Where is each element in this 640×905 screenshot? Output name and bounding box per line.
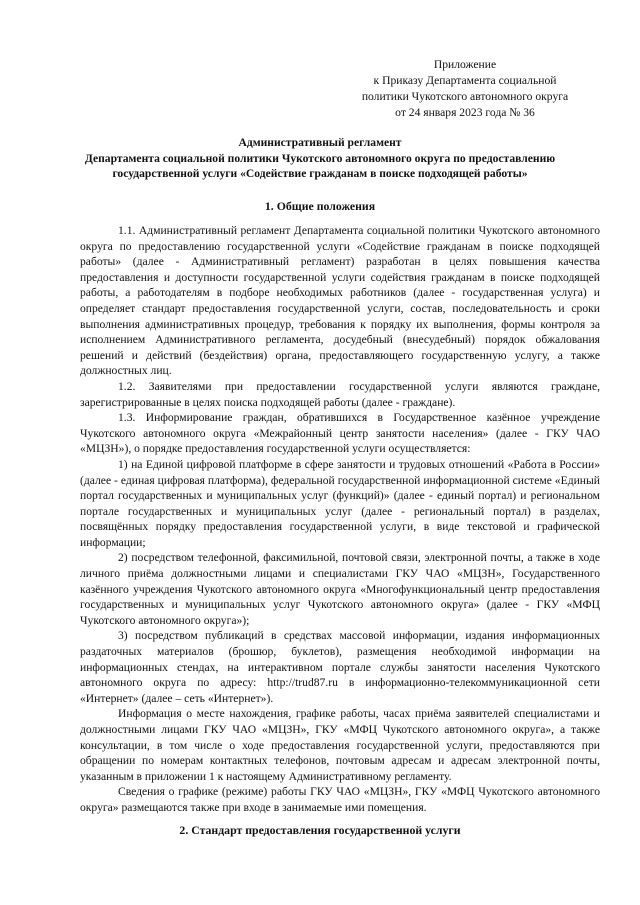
- paragraph: 3) посредством публикаций в средствах массовой информации, издания информационных раздаточных материалов (брошюр, буклетов), размещения необходимой информации на информационных стендах, на интерактивном портале службы занятости населения Чукотского автономного округа по адресу: http://trud87.ru в информационно-телекоммуникационной сети «Интернет» (далее – сеть «Интернет»).: [80, 629, 600, 705]
- appendix-line: политики Чукотского автономного округа: [361, 90, 569, 103]
- title-line: государственной услуги «Содействие гражданам в поиске подходящей работы»: [112, 167, 528, 181]
- section-heading: 2. Стандарт предоставления государственной услуги: [179, 823, 461, 837]
- appendix-line: от 24 января 2023 года № 36: [395, 106, 535, 119]
- appendix-line: к Приказу Департамента социальной: [373, 74, 557, 87]
- paragraph: 1.1. Административный регламент Департамента социальной политики Чукотского автономного округа по предоставлению государственной услуги «Содействие гражданам в поиске подходящей работы» (далее - Административный регламент) разработан в целях повышения качества предоставления и доступности государственной услуги содействия гражданам в поиске подходящей работы, а работодателям в подборе необходимых работников (далее - государственная услуга) и определяет стандарт предоставления государственной услуги, состав, последовательность и сроки выполнения административных процедур, требования к порядку их выполнения, формы контроля за исполнением Административного регламента, досудебный (внесудебный) порядок обжалования решений и действий (бездействия) органа, предоставляющего государственную услугу, а также должностных лиц.: [80, 224, 600, 378]
- appendix-line: Приложение: [433, 58, 497, 71]
- section-body: [80, 223, 600, 816]
- section-heading: 1. Общие положения: [264, 199, 376, 213]
- paragraph: 1.3. Информирование граждан, обратившихся в Государственное казённое учреждение Чукотского автономного округа «Межрайонный центр занятости населения» (далее - ГКУ ЧАО «МЦЗН»), о порядке предоставления государственной услуги осуществляется:: [80, 411, 600, 456]
- paragraph: 2) посредством телефонной, факсимильной, почтовой связи, электронной почты, а также в ходе личного приёма должностными лицами и специалистами ГКУ ЧАО «МЦЗН», Государственного казённого учреждения Чукотского автономного округа «Многофункциональный центр предоставления государственных и муниципальных услуг Чукотского автономного округа» (далее - ГКУ «МФЦ Чукотского автономного округа»);: [80, 551, 600, 627]
- paragraph: 1) на Единой цифровой платформе в сфере занятости и трудовых отношений «Работа в России» (далее - единая цифровая платформа), федеральной государственной информационной системе «Единый портал государственных и муниципальных услуг (функций)» (далее - единый портал) и региональном портале государственных и муниципальных услуг (далее - региональный портал) в разделах, посвящённых порядку предоставления государственной услуги, в виде текстовой и графической информации;: [80, 457, 600, 549]
- paragraph: Сведения о графике (режиме) работы ГКУ ЧАО «МЦЗН», ГКУ «МФЦ Чукотского автономного округа» размещаются также при входе в занимаемые ими помещения.: [80, 785, 600, 814]
- document-title: [50, 135, 590, 182]
- title-line: Административный регламент: [238, 136, 402, 149]
- paragraph: 1.2. Заявителями при предоставлении государственной услуги являются граждане, зарегистрированные в целях поиска подходящей работы (далее - граждане).: [80, 379, 600, 409]
- paragraph: Информация о месте нахождения, графике работы, часах приёма заявителей специалистами и должностными лицами ГКУ ЧАО «МЦЗН», ГКУ «МФЦ Чукотского автономного округа», а также консультации, в том числе о ходе предоставления государственной услуги, предоставляются при обращении по номерам контактных телефонов, почтовым адресам и адресам электронной почты, указанным в приложении 1 к настоящему Административному регламенту.: [80, 707, 600, 783]
- appendix-block: [330, 57, 600, 121]
- title-line: Департамента социальной политики Чукотского автономного округа по предоставлению: [84, 151, 556, 165]
